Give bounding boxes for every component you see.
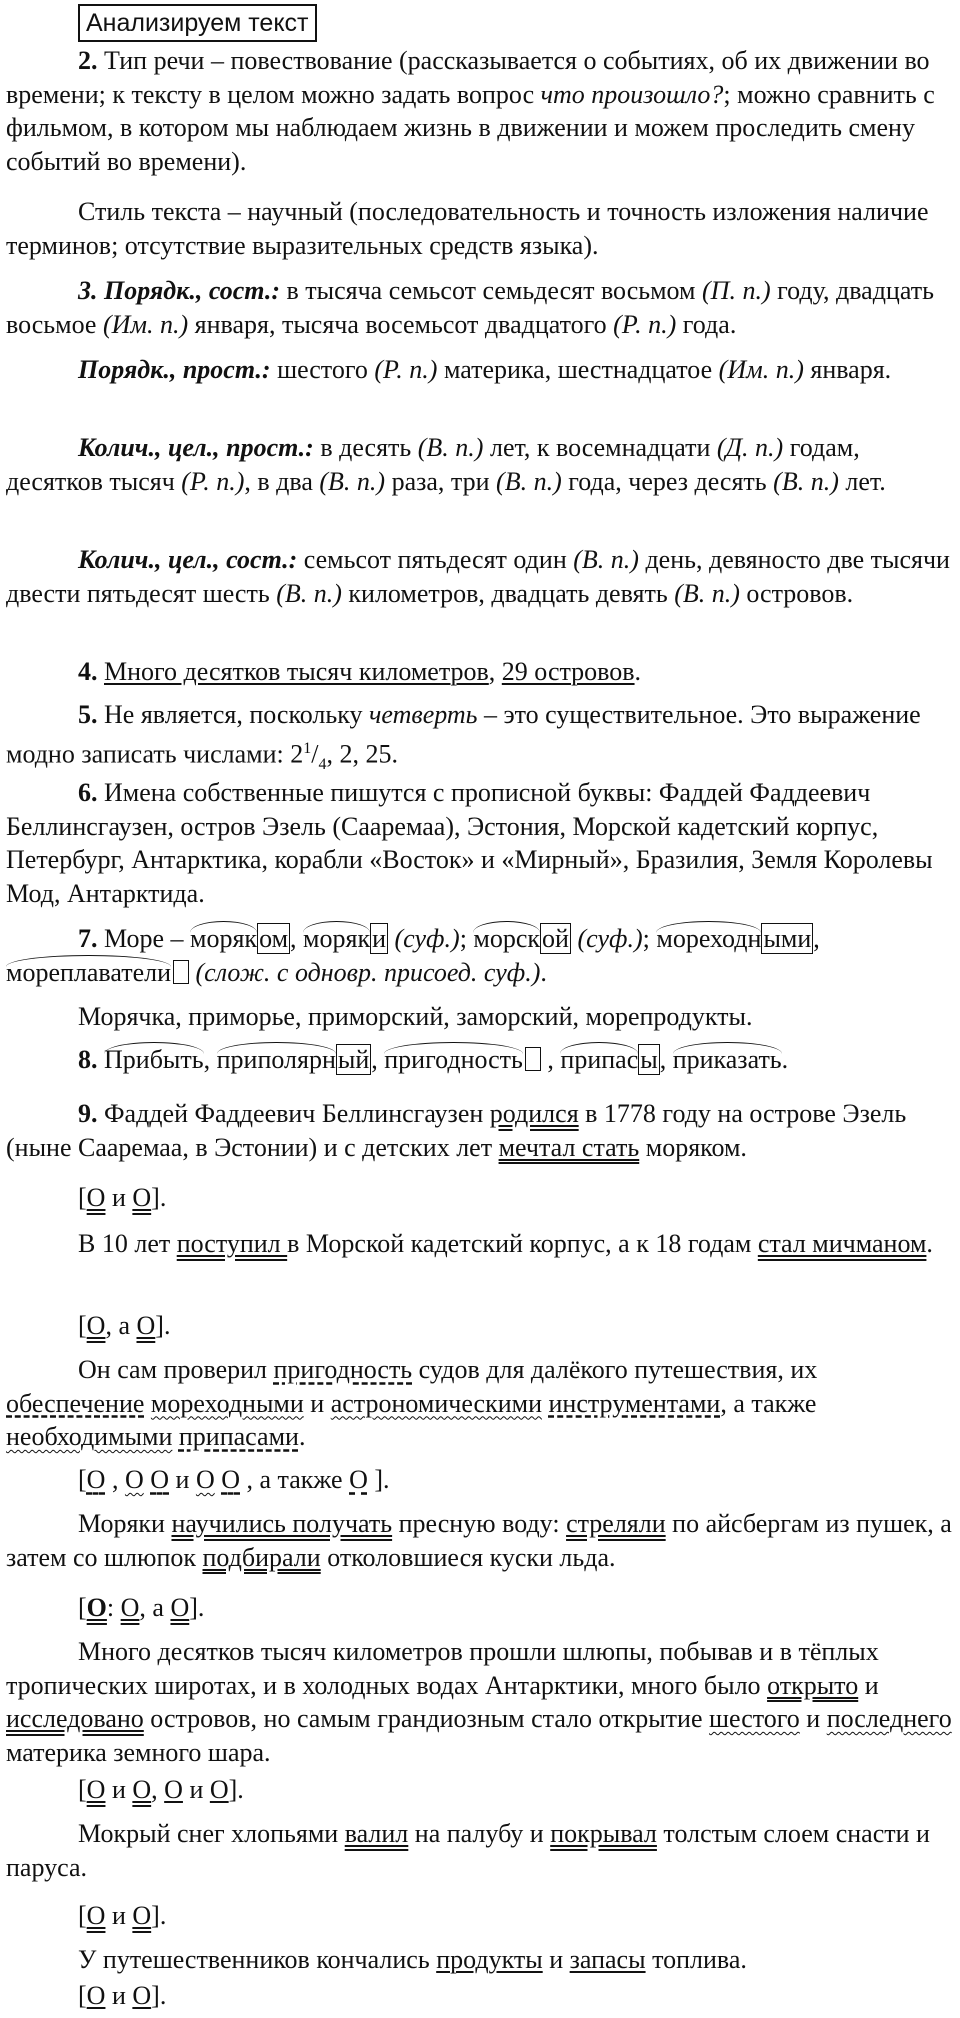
case-label: (Р. п.) bbox=[613, 309, 677, 339]
answer-7-paragraph: 7. Море – моряком, моряки (суф.); морской (суф.); мореходными, мореплаватели (слож. с одновр. присоед. суф.). bbox=[6, 922, 954, 989]
answer-9-sentence-7: У путешественников кончались продукты и запасы топлива. bbox=[78, 1945, 747, 1974]
case-label: (П. п.) bbox=[702, 276, 771, 305]
predicate: мечтал стать bbox=[498, 1132, 640, 1162]
question: что произошло? bbox=[540, 79, 724, 109]
category-label: 3. Порядк., сост.: bbox=[78, 276, 280, 305]
predicate: поступил bbox=[176, 1229, 288, 1258]
answer-3-cardinal-composite: Колич., цел., сост.: семьсот пятьдесят один (В. п.) день, девяносто две тысячи двести пятьдесят шесть (В. п.) километров, двадцать девять (В. п.) островов. bbox=[6, 545, 950, 608]
category-label: Колич., цел., прост.: bbox=[78, 433, 314, 462]
text: ; можно сравнить с фильмом, в котором мы наблюдаем жизнь в движении и можем проследить смену событий во времени). bbox=[6, 79, 935, 176]
subject-phrase: 29 островов bbox=[501, 657, 635, 686]
answer-7-related-words: Морячка, приморье, приморский, заморский, морепродукты. bbox=[78, 1002, 753, 1031]
scheme-3: [О , О О и О О , а также О ]. bbox=[78, 1465, 390, 1494]
word-root: моряк bbox=[190, 921, 257, 953]
answer-3-ordinal-composite: 3. Порядк., сост.: в тысяча семьсот семьдесят восьмом (П. п.) году, двадцать восьмое (Им. п.) января, тысяча восемьсот двадцатого (Р. п.) года. bbox=[6, 276, 934, 339]
section-title: Анализируем текст bbox=[78, 4, 317, 42]
predicate: родился bbox=[489, 1099, 579, 1128]
scheme-1: [О и О]. bbox=[78, 1183, 167, 1212]
case-label: (Р. п.) bbox=[374, 355, 438, 384]
zero-ending bbox=[173, 960, 189, 984]
scheme-2: [О, а О]. bbox=[78, 1311, 171, 1340]
item-number: 4. bbox=[78, 657, 98, 686]
scheme-7: [О и О]. bbox=[78, 1981, 167, 2010]
case-label: (Им. п.) bbox=[102, 309, 189, 339]
answer-9-sentence-6: Мокрый снег хлопьями валил на палубу и покрывал толстым слоем снасти и паруса. bbox=[6, 1819, 930, 1882]
answer-3-ordinal-simple: Порядк., прост.: шестого (Р. п.) материка, шестнадцатое (Им. п.) января. bbox=[78, 355, 892, 384]
answer-3-cardinal-simple: Колич., цел., прост.: в десять (В. п.) лет, к восемнадцати (Д. п.) годам, десятков тысяч (Р. п.), в два (В. п.) раза, три (В. п.) года, через десять (В. п.) лет. bbox=[6, 433, 886, 496]
word-ending: ом bbox=[259, 924, 289, 953]
answer-9-sentence-1: 9. Фаддей Фаддеевич Беллинсгаузен родился в 1778 году на острове Эзель (ныне Сааремаа, в Эстонии) и с детских лет мечтал стать моряком. bbox=[6, 1099, 907, 1162]
category-label: Колич., цел., сост.: bbox=[78, 545, 298, 574]
answer-2-paragraph bbox=[6, 44, 954, 178]
word: Прибыть bbox=[104, 1042, 204, 1074]
item-number: 5. bbox=[78, 700, 98, 729]
text: Тип речи – повествование (рассказывается о событиях, об их движении во времени; к тексту в целом можно задать вопрос bbox=[6, 46, 930, 109]
category-label: Порядк., прост.: bbox=[78, 355, 271, 384]
predicate: стал мичманом bbox=[757, 1229, 927, 1258]
answer-2-style-paragraph: Стиль текста – научный (последовательность и точность изложения наличие терминов; отсутствие выразительных средств языка). bbox=[6, 197, 929, 260]
answer-5-paragraph: 5. Не является, поскольку четверть – это существительное. Это выражение модно записать числами: $2^1/_4$, 2, 25. bbox=[6, 700, 921, 773]
answer-6-paragraph: 6. Имена собственные пишутся с прописной буквы: Фаддей Фаддеевич Беллинсгаузен, остров Эзель (Сааремаа), Эстония, Морской кадетский корпус, Петербург, Антарктика, корабли «Восток» и «Мирный», Бразилия, Земля Королевы Мод, Антарктида. bbox=[6, 778, 933, 908]
subject-phrase: Много десятков тысяч километров bbox=[104, 657, 489, 686]
answer-9-sentence-2: В 10 лет поступил в Морской кадетский корпус, а к 18 годам стал мичманом. bbox=[78, 1229, 933, 1258]
answer-9-sentence-3: Он сам проверил пригодность судов для далёкого путешествия, их обеспечение мореходными и астрономическими инструментами, а также необходимыми припасами. bbox=[6, 1355, 818, 1451]
answer-9-sentence-4: Моряки научились получать пресную воду: стреляли по айсбергам из пушек, а затем со шлюпок подбирали отколовшиеся куски льда. bbox=[6, 1509, 952, 1572]
item-number: 2. bbox=[78, 46, 98, 75]
scheme-4: [О: О, а О]. bbox=[78, 1593, 205, 1622]
case-label: (Им. п.) bbox=[718, 355, 804, 384]
item-number: 8. bbox=[78, 1045, 98, 1074]
item-number: 7. bbox=[78, 924, 98, 953]
answer-8-paragraph: 8. Прибыть, приполярный, пригодность , припасы, приказать. bbox=[6, 1043, 954, 1077]
item-number: 9. bbox=[78, 1099, 98, 1128]
answer-4-paragraph: 4. Много десятков тысяч километров, 29 островов. bbox=[78, 657, 642, 686]
scheme-6: [О и О]. bbox=[78, 1901, 167, 1930]
answer-9-sentence-5: Много десятков тысяч километров прошли шлюпы, побывав и в тёплых тропических широтах, и в холодных водах Антарктики, много было открыто и исследовано островов, но самым грандиозным стало открытие шестого и последнего материка земного шара. bbox=[6, 1637, 952, 1767]
item-number: 6. bbox=[78, 778, 98, 807]
scheme-5: [О и О, О и О]. bbox=[78, 1775, 244, 1804]
